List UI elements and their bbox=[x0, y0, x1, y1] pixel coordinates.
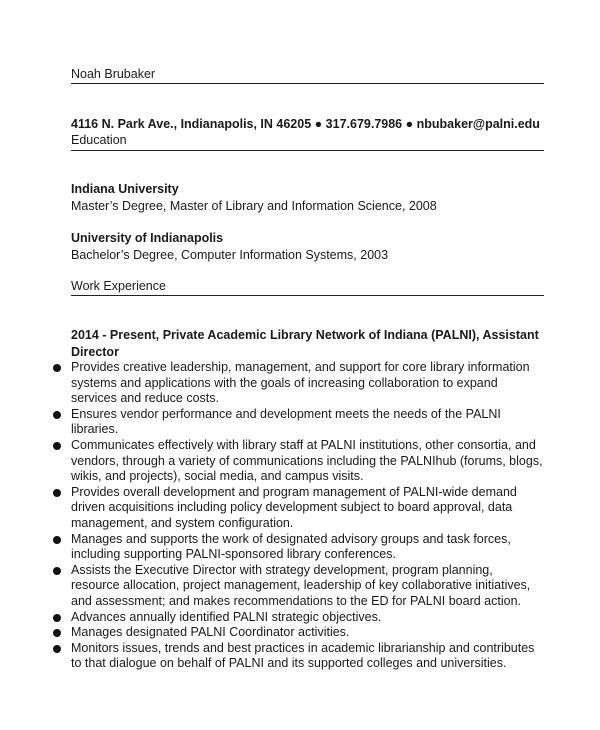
bullet-icon bbox=[53, 536, 61, 544]
job-title: 2014 - Present, Private Academic Library Network of Indiana (PALNI), Assistant Director bbox=[71, 328, 539, 359]
bullet-icon bbox=[53, 614, 61, 622]
divider bbox=[71, 295, 544, 296]
education-entry bbox=[71, 230, 388, 263]
list-item bbox=[52, 407, 544, 438]
list-item bbox=[52, 485, 544, 532]
divider bbox=[71, 150, 544, 151]
contact-line: 4116 N. Park Ave., Indianapolis, IN 46205 ● 317.679.7986 ● nbubaker@palni.edu bbox=[71, 117, 540, 131]
list-item bbox=[52, 360, 544, 407]
list-item bbox=[52, 438, 544, 485]
candidate-name: Noah Brubaker bbox=[71, 67, 156, 81]
bullet-icon bbox=[53, 442, 61, 450]
responsibility-text: Provides overall development and program management of PALNI-wide demand driven acquisitions including policy development subject to board approval, data management, and system configuration. bbox=[71, 484, 517, 530]
list-item bbox=[52, 641, 544, 672]
responsibility-text: Provides creative leadership, management, and support for core library information systems and applications with the goals of increasing collaboration to expand services and reduce costs. bbox=[71, 360, 530, 406]
bullet-icon bbox=[53, 645, 61, 653]
school-name: Indiana University bbox=[71, 182, 179, 196]
bullet-icon bbox=[53, 567, 61, 575]
responsibility-text: Assists the Executive Director with strategy development, program planning, resource allocation, project management, leadership of key collaborative initiatives, and assessment; and makes recommendations to the ED for PALNI board action. bbox=[71, 562, 531, 608]
bullet-icon bbox=[53, 629, 61, 637]
responsibility-text: Ensures vendor performance and development meets the needs of the PALNI libraries. bbox=[71, 406, 501, 437]
degree-text: Master’s Degree, Master of Library and Information Science, 2008 bbox=[71, 198, 437, 213]
education-heading: Education bbox=[71, 133, 127, 147]
bullet-icon bbox=[53, 489, 61, 497]
education-entry bbox=[71, 181, 437, 214]
work-heading: Work Experience bbox=[71, 279, 166, 293]
list-item bbox=[52, 610, 544, 626]
degree-text: Bachelor’s Degree, Computer Information Systems, 2003 bbox=[71, 247, 389, 262]
list-item bbox=[52, 625, 544, 641]
responsibility-text: Manages and supports the work of designated advisory groups and task forces, including supporting PALNI-sponsored library conferences. bbox=[71, 531, 511, 562]
divider bbox=[71, 83, 544, 84]
responsibility-text: Advances annually identified PALNI strategic objectives. bbox=[71, 609, 382, 624]
responsibility-text: Manages designated PALNI Coordinator activities. bbox=[71, 625, 350, 640]
school-name: University of Indianapolis bbox=[71, 231, 224, 245]
responsibility-text: Communicates effectively with library staff at PALNI institutions, other consortia, and vendors, through a variety of communications including the PALNIhub (forums, blogs, wikis, and projects), social media, and campus visits. bbox=[71, 437, 543, 484]
bullet-icon bbox=[53, 364, 61, 372]
list-item bbox=[52, 563, 544, 610]
bullet-icon bbox=[53, 411, 61, 419]
list-item bbox=[52, 532, 544, 563]
responsibility-list bbox=[52, 360, 544, 672]
responsibility-text: Monitors issues, trends and best practices in academic librarianship and contributes to that dialogue on behalf of PALNI and its supported colleges and universities. bbox=[71, 640, 535, 671]
